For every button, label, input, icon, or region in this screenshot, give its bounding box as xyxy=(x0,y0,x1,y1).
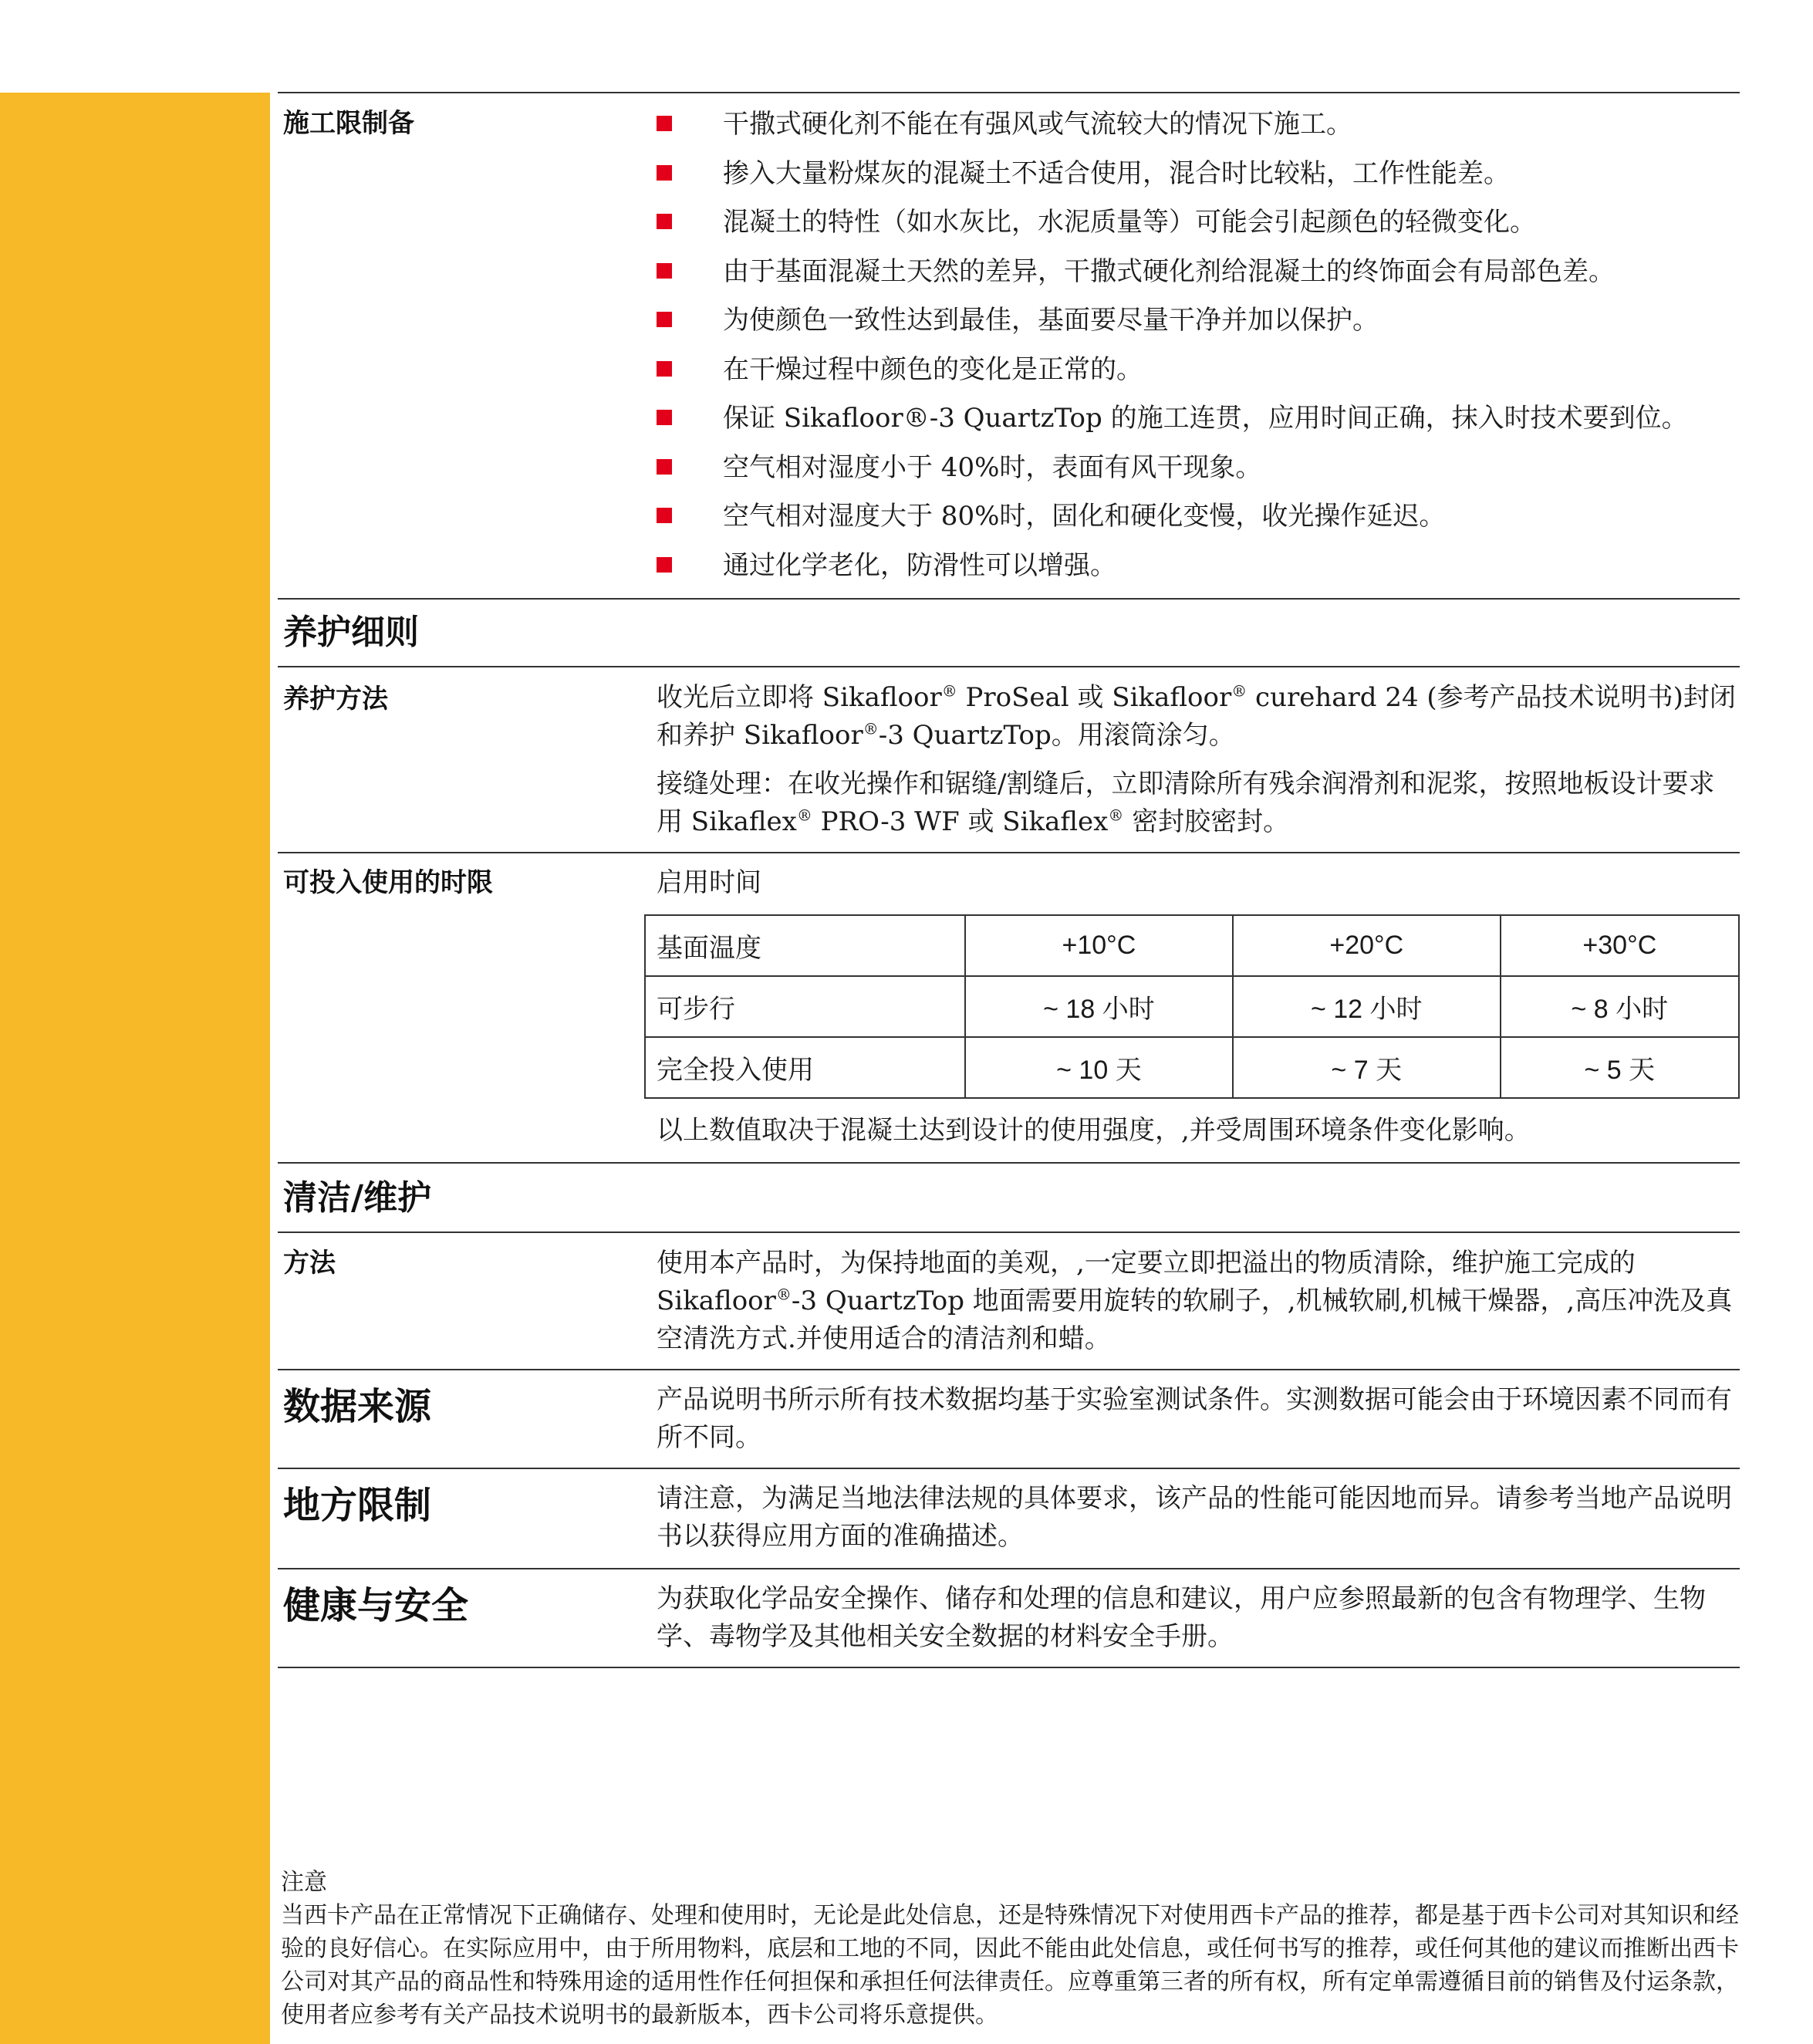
table-cell: +10°C xyxy=(965,915,1233,976)
notice-text: 当西卡产品在正常情况下正确储存、处理和使用时，无论是此处信息，还是特殊情况下对使用西卡产品的推荐，都是基于西卡公司对其知识和经验的良好信心。在实际应用中，由于所用物料，底层和工地的不同，因此不能由此处信息，或任何书写的推荐，或任何其他的建议而推断出西卡公司对其产品的商品性和特殊用途的适用性作任何担保和承担任何法律责任。应尊重第三者的所有权，所有定单需遵循目前的销售及付运条款，使用者应参考有关产品技术说明书的最新版本，西卡公司将乐意提供。 xyxy=(281,1902,1739,2029)
bullet-icon xyxy=(657,410,672,425)
divider xyxy=(278,666,1740,667)
table-cell: 可步行 xyxy=(645,976,965,1037)
list-item: 掺入大量粉煤灰的混凝土不适合使用，混合时比较粘，工作性能差。 xyxy=(657,155,1737,204)
cleaning-section-title: 清洁/维护 xyxy=(283,1178,432,1218)
table-cell: +30°C xyxy=(1501,915,1739,976)
table-cell: ~ 12 小时 xyxy=(1233,976,1501,1037)
list-item: 由于基面混凝土天然的差异，干撒式硬化剂给混凝土的终饰面会有局部色差。 xyxy=(657,253,1737,302)
list-item: 为使颜色一致性达到最佳，基面要尽量干净并加以保护。 xyxy=(657,302,1737,351)
divider xyxy=(278,1231,1740,1233)
cleaning-method-label: 方法 xyxy=(283,1248,336,1279)
list-item: 在干燥过程中颜色的变化是正常的。 xyxy=(657,351,1737,400)
divider xyxy=(278,852,1740,853)
divider xyxy=(278,1568,1740,1569)
list-item: 通过化学老化，防滑性可以增强。 xyxy=(657,547,1737,596)
curing-section-title: 养护细则 xyxy=(283,613,419,652)
limits-label: 施工限制备 xyxy=(283,108,414,139)
service-subtitle: 启用时间 xyxy=(657,867,761,898)
health-title: 健康与安全 xyxy=(283,1584,469,1627)
local-text: 请注意，为满足当地法律法规的具体要求，该产品的性能可能因地而异。请参考当地产品说明书以获得应用方面的准确描述。 xyxy=(657,1483,1732,1552)
curing-paragraph: 收光后立即将 Sikafloor® ProSeal 或 Sikafloor® curehard 24 (参考产品技术说明书)封闭和养护 Sikafloor®-3 QuartzTop。用滚筒涂匀。 xyxy=(657,681,1736,751)
table-cell: ~ 10 天 xyxy=(965,1037,1233,1098)
bullet-icon xyxy=(657,116,672,131)
table-cell: +20°C xyxy=(1233,915,1501,976)
curing-method-label: 养护方法 xyxy=(283,684,388,715)
health-text: 为获取化学品安全操作、储存和处理的信息和建议，用户应参照最新的包含有物理学、生物学、毒物学及其他相关安全数据的材料安全手册。 xyxy=(657,1583,1706,1652)
bullet-icon xyxy=(657,459,672,475)
list-item: 空气相对湿度大于 80%时，固化和硬化变慢，收光操作延迟。 xyxy=(657,498,1737,547)
table-row xyxy=(645,1037,1739,1098)
divider xyxy=(278,598,1740,600)
bullet-icon xyxy=(657,165,672,181)
divider xyxy=(278,92,1740,93)
bullet-icon xyxy=(657,312,672,327)
service-footnote: 以上数值取决于混凝土达到设计的使用强度，,并受周围环境条件变化影响。 xyxy=(657,1115,1531,1146)
data-source-text: 产品说明书所示所有技术数据均基于实验室测试条件。实测数据可能会由于环境因素不同而有所不同。 xyxy=(657,1384,1732,1453)
yellow-sidebar xyxy=(0,93,270,2044)
list-item: 混凝土的特性（如水灰比，水泥质量等）可能会引起颜色的轻微变化。 xyxy=(657,204,1737,253)
cleaning-text: 使用本产品时，为保持地面的美观，,一定要立即把溢出的物质清除，维护施工完成的 Sikafloor®-3 QuartzTop 地面需要用旋转的软刷子，,机械软刷,机械干燥器，,高压冲洗及真空清洗方式.并使用适合的清洁剂和蜡。 xyxy=(657,1248,1733,1354)
table-header-row xyxy=(645,915,1739,976)
list-item: 保证 Sikafloor®-3 QuartzTop 的施工连贯，应用时间正确，抹入时技术要到位。 xyxy=(657,400,1737,449)
bullet-icon xyxy=(657,263,672,279)
data-source-title: 数据来源 xyxy=(283,1385,432,1428)
divider xyxy=(278,1369,1740,1370)
local-title: 地方限制 xyxy=(283,1484,432,1527)
table-cell: 完全投入使用 xyxy=(645,1037,965,1098)
table-row xyxy=(645,976,1739,1037)
divider xyxy=(278,1667,1740,1668)
divider xyxy=(278,1162,1740,1164)
table-cell: 基面温度 xyxy=(645,915,965,976)
joint-paragraph: 接缝处理：在收光操作和锯缝/割缝后，立即清除所有残余润滑剂和泥浆，按照地板设计要求用 Sikaflex® PRO-3 WF 或 Sikaflex® 密封胶密封。 xyxy=(657,769,1715,837)
bullet-icon xyxy=(657,361,672,377)
limits-list xyxy=(657,106,1737,596)
bullet-icon xyxy=(657,557,672,573)
table-cell: ~ 8 小时 xyxy=(1501,976,1739,1037)
bullet-icon xyxy=(657,508,672,523)
table-cell: ~ 7 天 xyxy=(1233,1037,1501,1098)
divider xyxy=(278,1468,1740,1469)
notice xyxy=(281,1866,1739,2032)
curing-method-text xyxy=(657,679,1737,852)
list-item: 空气相对湿度小于 40%时，表面有风干现象。 xyxy=(657,449,1737,498)
table-cell: ~ 5 天 xyxy=(1501,1037,1739,1098)
curing-time-table xyxy=(644,914,1740,1099)
list-item: 干撒式硬化剂不能在有强风或气流较大的情况下施工。 xyxy=(657,106,1737,155)
table-cell: ~ 18 小时 xyxy=(965,976,1233,1037)
notice-title: 注意 xyxy=(281,1869,327,1896)
service-label: 可投入使用的时限 xyxy=(283,867,493,898)
bullet-icon xyxy=(657,214,672,229)
